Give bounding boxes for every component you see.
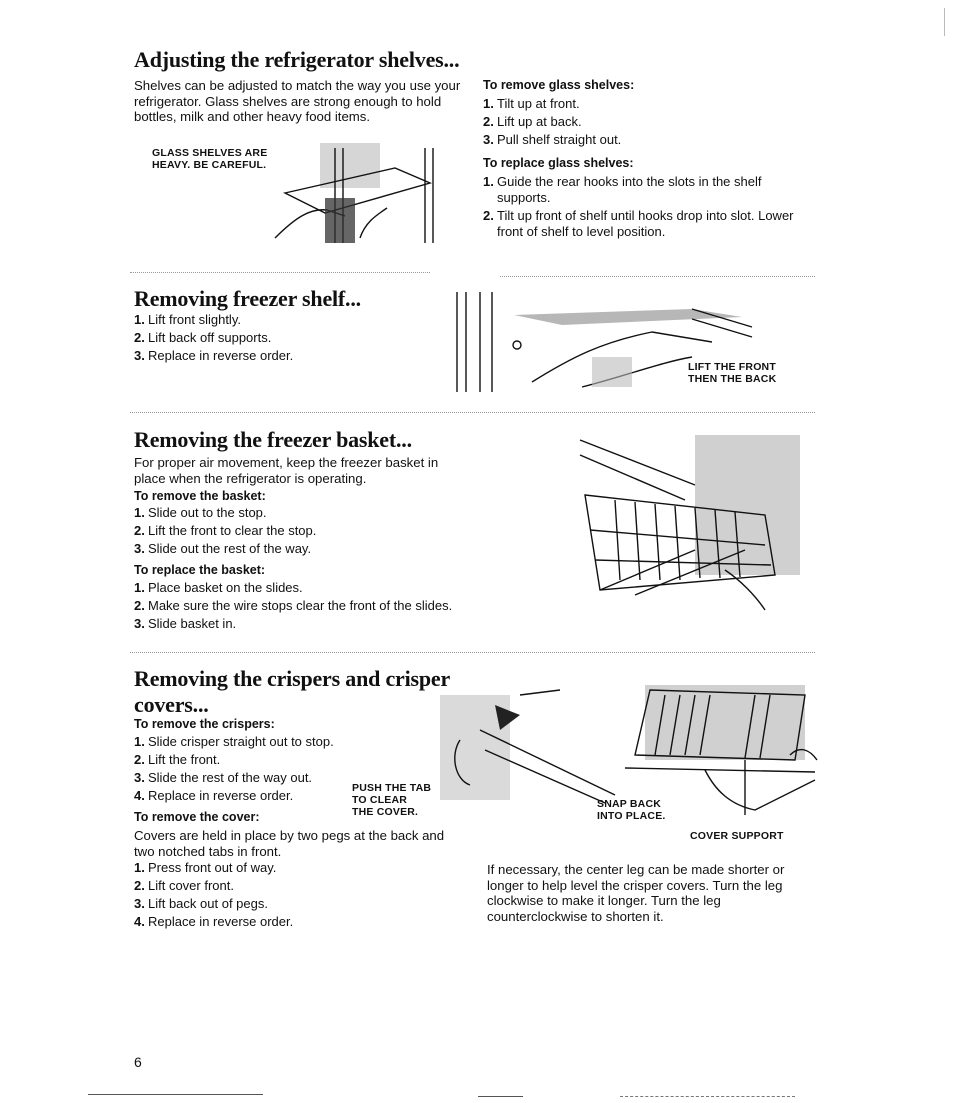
crisper-tab-illustration [440,685,620,805]
shelves-intro: Shelves can be adjusted to match the way you use your refrigerator. Glass shelves are strong enough to hold bottles, milk and other heavy food items. [134,78,461,124]
list-item: 2. Make sure the wire stops clear the front of the slides. [134,598,453,613]
cover-intro: Covers are held in place by two pegs at the back and two notched tabs in front. [134,828,445,859]
glass-shelf-illustration [265,138,445,248]
push-tab-caption: PUSH THE TAB TO CLEAR THE COVER. [352,782,432,818]
list-item: 1. Tilt up at front. [483,96,580,111]
snap-back-caption: SNAP BACK INTO PLACE. [597,798,666,822]
list-item: 1. Place basket on the slides. [134,580,303,595]
freezer-shelf-steps [134,312,434,366]
list-item: 1. Slide out to the stop. [134,505,267,520]
remove-glass-shelves-heading: To remove glass shelves: [483,78,635,92]
lift-front-caption: LIFT THE FRONT THEN THE BACK [688,361,777,385]
list-item: 2. Lift back off supports. [134,330,272,345]
replace-basket-heading: To replace the basket: [134,563,266,577]
replace-glass-shelves-steps [483,174,818,242]
list-item: 1. Guide the rear hooks into the slots in the shelf supports. [483,174,762,205]
basket-intro: For proper air movement, keep the freezer basket in place when the refrigerator is operating. [134,455,439,486]
list-item: 3. Slide basket in. [134,616,237,631]
freezer-basket-illustration [575,430,805,615]
list-item: 1. Lift front slightly. [134,312,241,327]
replace-basket-steps [134,580,464,634]
footer-rule [478,1096,523,1097]
glass-shelves-caption: GLASS SHELVES ARE HEAVY. BE CAREFUL. [152,147,268,171]
remove-cover-heading: To remove the cover: [134,810,260,824]
list-item: 2. Lift cover front. [134,878,234,893]
freezer-basket-title: Removing the freezer basket... [134,427,412,452]
list-item: 3. Lift back out of pegs. [134,896,268,911]
list-item: 3. Slide out the rest of the way. [134,541,312,556]
list-item: 3. Pull shelf straight out. [483,132,622,147]
remove-basket-steps [134,505,464,559]
footer-rule [88,1094,263,1095]
shelves-title: Adjusting the refrigerator shelves... [134,47,460,72]
remove-glass-shelves-steps [483,96,823,150]
edge-mark [944,8,945,36]
list-item: 2. Lift the front. [134,752,221,767]
remove-crispers-steps [134,734,364,806]
list-item: 4. Replace in reverse order. [134,914,294,929]
list-item: 3. Slide the rest of the way out. [134,770,313,785]
crispers-title: Removing the crispers and crisper covers... [134,666,451,717]
list-item: 1. Slide crisper straight out to stop. [134,734,334,749]
divider [130,652,815,653]
list-item: 2. Lift up at back. [483,114,582,129]
cover-support-caption: COVER SUPPORT [690,830,784,842]
remove-cover-steps [134,860,464,932]
divider [500,276,815,277]
divider [130,272,430,273]
page-number: 6 [134,1054,142,1070]
center-leg-note: If necessary, the center leg can be made shorter or longer to help level the crisper covers. Turn the leg clockwise to make it longer. Turn the leg counterclockwise to shorten it. [487,862,785,924]
list-item: 2. Tilt up front of shelf until hooks drop into slot. Lower front of shelf to level position. [483,208,794,239]
list-item: 3. Replace in reverse order. [134,348,294,363]
remove-crispers-heading: To remove the crispers: [134,717,275,731]
remove-basket-heading: To remove the basket: [134,489,266,503]
list-item: 4. Replace in reverse order. [134,788,294,803]
list-item: 2. Lift the front to clear the stop. [134,523,317,538]
list-item: 1. Press front out of way. [134,860,277,875]
freezer-shelf-title: Removing freezer shelf... [134,286,361,311]
divider [130,412,815,413]
replace-glass-shelves-heading: To replace glass shelves: [483,156,634,170]
footer-rule [620,1096,795,1097]
